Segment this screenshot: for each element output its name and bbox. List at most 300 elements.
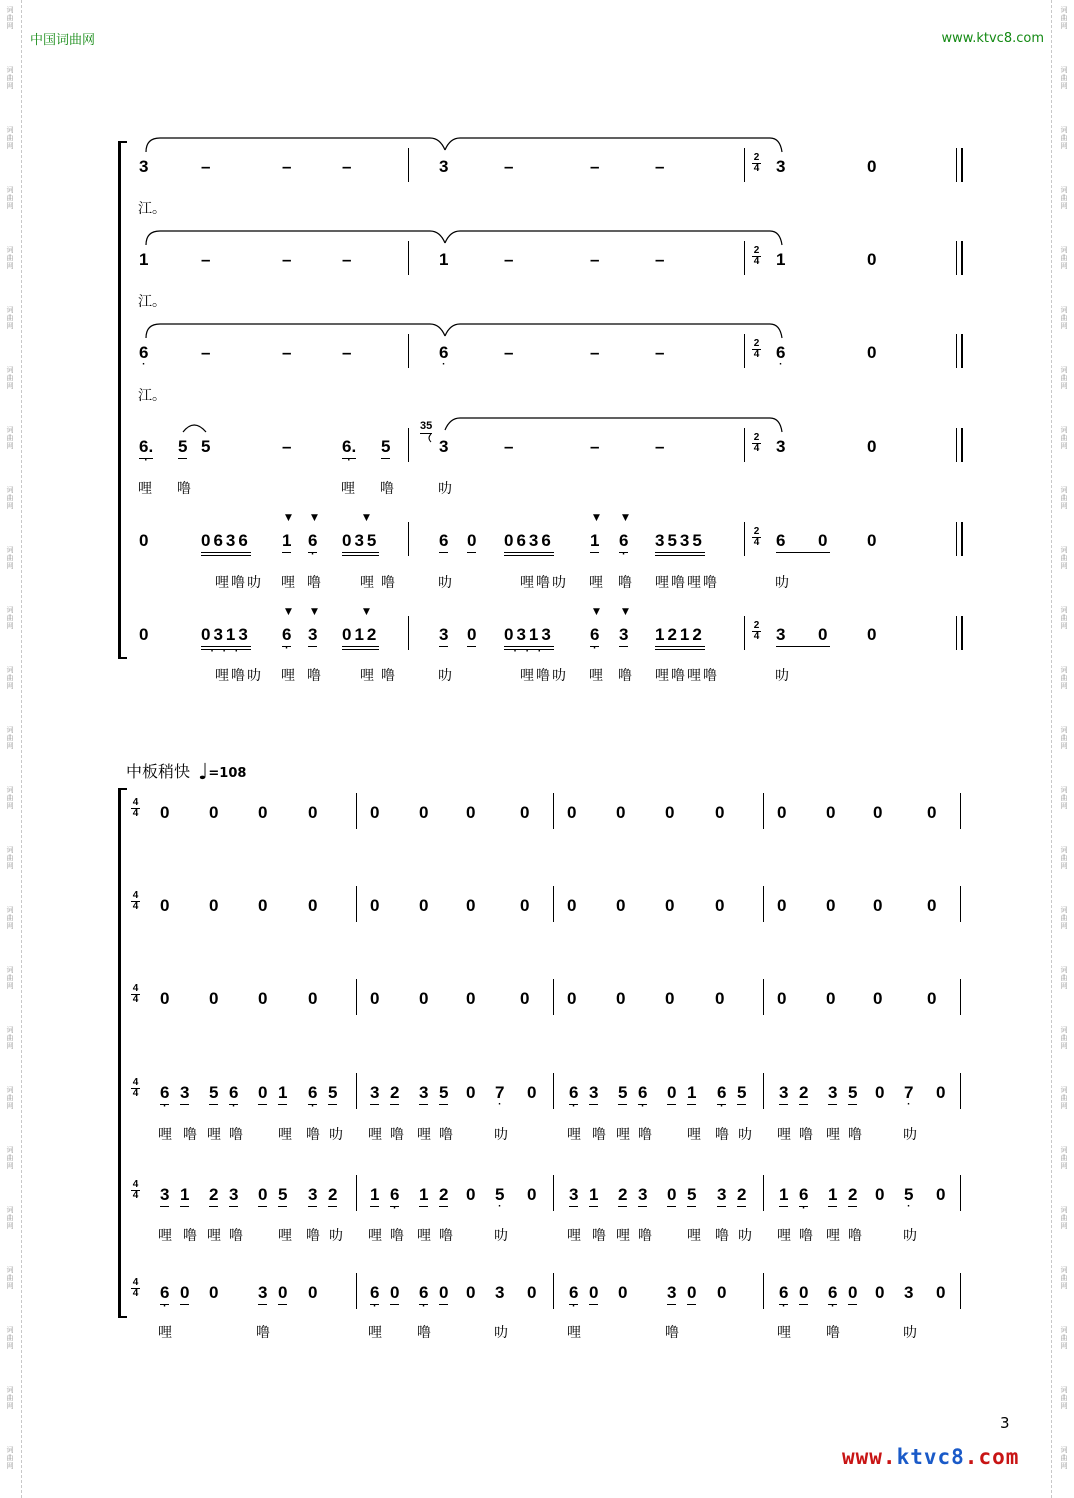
barline <box>408 616 409 650</box>
rest: 0 <box>715 989 725 1008</box>
note: 0 <box>527 1185 537 1204</box>
note: 0 <box>618 1283 628 1302</box>
note: 035 <box>342 531 379 556</box>
rest: 0 <box>209 989 219 1008</box>
rest: 0 <box>927 896 937 915</box>
note: 3 <box>439 625 448 647</box>
rest: 0 <box>466 989 476 1008</box>
watermark-text: 词 曲 网 <box>1060 186 1068 210</box>
note: 5 <box>618 1083 627 1105</box>
note: – <box>655 343 665 362</box>
rest: 0 <box>873 896 883 915</box>
final-barline <box>956 241 963 275</box>
lyric: 噜 <box>439 1228 453 1244</box>
rest: 0 <box>160 896 170 915</box>
note: 6 · <box>799 1185 809 1214</box>
lyric-group: 哩噜叻 <box>215 668 263 684</box>
note: 5 <box>278 1185 287 1207</box>
lyric: 噜 <box>390 1228 404 1244</box>
site-logo[interactable]: www.ktvc8.com <box>842 1445 1020 1469</box>
lyric: 噜 <box>381 575 395 591</box>
note: – <box>201 250 211 269</box>
note: 0 <box>799 1283 808 1305</box>
lyric-group: 哩噜叻 <box>215 575 263 591</box>
rest: 0 <box>160 989 170 1008</box>
accent-mark: ▼ <box>593 607 600 617</box>
note: 6 · <box>419 1283 429 1312</box>
note: 3 <box>779 1083 788 1105</box>
lyric: 哩 <box>417 1228 431 1244</box>
note: 2 <box>848 1185 857 1207</box>
note: 1 <box>278 1083 287 1105</box>
lyric: 噜 <box>799 1228 813 1244</box>
note: 0 <box>589 1283 598 1305</box>
watermark-text: 词 曲 网 <box>6 1266 14 1290</box>
time-signature: 2 4 <box>753 338 760 360</box>
note: – <box>201 157 211 176</box>
watermark-text: 词 曲 网 <box>1060 1206 1068 1230</box>
lyric: 叻 <box>494 1127 508 1143</box>
note: 3 <box>439 437 449 456</box>
lyric: 哩 <box>360 668 374 684</box>
accent-mark: ▼ <box>363 607 370 617</box>
rest: 0 <box>209 896 219 915</box>
rest: 0 <box>160 803 170 822</box>
site-name[interactable]: 中国词曲网 <box>30 33 96 48</box>
lyric: 噜 <box>229 1127 243 1143</box>
barline <box>408 241 409 275</box>
note: 7 · <box>495 1083 505 1110</box>
rest: 0 <box>715 803 725 822</box>
rest: 0 <box>826 803 836 822</box>
watermark-text: 词 曲 网 <box>1060 66 1068 90</box>
watermark-text: 词 曲 网 <box>1060 1086 1068 1110</box>
note: 3535 <box>655 531 705 556</box>
note: 3 <box>308 1185 317 1207</box>
watermark-text: 词 曲 网 <box>1060 1386 1068 1410</box>
barline <box>408 522 409 556</box>
lyric: 噜 <box>592 1127 606 1143</box>
rest: 0 <box>520 896 530 915</box>
lyric: 哩 <box>777 1228 791 1244</box>
note: 3 <box>776 157 786 176</box>
note: 1 <box>180 1185 189 1207</box>
site-url[interactable]: www.ktvc8.com <box>941 31 1044 46</box>
note: – <box>655 157 665 176</box>
rest: 0 <box>520 803 530 822</box>
note: 3 <box>776 437 786 456</box>
note: 0 <box>667 1083 676 1105</box>
note: 0 <box>258 1083 267 1105</box>
time-signature: 4 4 <box>132 1277 139 1299</box>
note: 5 <box>201 437 211 456</box>
lyric: 哩 <box>567 1228 581 1244</box>
time-signature: 4 4 <box>132 797 139 819</box>
barline <box>960 1073 961 1109</box>
rest: 0 <box>567 989 577 1008</box>
lyric-group: 哩噜哩噜 <box>655 575 719 591</box>
note: 5 <box>381 437 390 459</box>
watermark-text: 词 曲 网 <box>6 486 14 510</box>
barline <box>763 979 764 1015</box>
lyric: 哩 <box>368 1228 382 1244</box>
note: 0 <box>527 1283 537 1302</box>
lyric: 叻 <box>494 1228 508 1244</box>
lyric: 噜 <box>380 481 394 497</box>
lyric: 江。 <box>138 388 166 404</box>
note: 1 <box>139 250 149 269</box>
note: 0636 <box>201 531 251 556</box>
note: 5 <box>328 1083 337 1105</box>
lyric: 噜 <box>715 1228 729 1244</box>
note: 5 <box>848 1083 857 1105</box>
note: 0 <box>936 1185 946 1204</box>
rest: 0 <box>777 896 787 915</box>
note: 0 <box>867 343 877 362</box>
rest: 0 <box>466 803 476 822</box>
time-signature: 4 4 <box>132 1077 139 1099</box>
lyric: 哩 <box>777 1325 791 1341</box>
note: 2 <box>328 1185 337 1207</box>
barline <box>960 886 961 922</box>
watermark-text: 词 曲 网 <box>6 1206 14 1230</box>
lyric: 哩 <box>417 1127 431 1143</box>
note: 0 <box>390 1283 399 1305</box>
lyric: 哩 <box>368 1325 382 1341</box>
note: – <box>590 250 600 269</box>
note: 0 <box>867 157 877 176</box>
note: 2 <box>439 1185 448 1207</box>
lyric: 哩 <box>281 575 295 591</box>
note: 0 <box>687 1283 696 1305</box>
rest: 0 <box>777 803 787 822</box>
final-barline <box>956 148 963 182</box>
lyric: 哩 <box>360 575 374 591</box>
rest: 0 <box>665 803 675 822</box>
lyric: 噜 <box>439 1127 453 1143</box>
rest: 0 <box>258 989 268 1008</box>
barline <box>763 1073 764 1109</box>
watermark-text: 词 曲 网 <box>6 186 14 210</box>
lyric: 哩 <box>158 1127 172 1143</box>
grace-note: 35 <box>420 420 433 432</box>
note: 0636 <box>504 531 554 556</box>
barline <box>960 1175 961 1211</box>
note: 3 <box>828 1083 837 1105</box>
lyric: 噜 <box>229 1228 243 1244</box>
watermark-text: 词 曲 网 <box>1060 1146 1068 1170</box>
lyric: 叻 <box>438 575 452 591</box>
watermark-text: 词 曲 网 <box>1060 1446 1068 1470</box>
note: 0 <box>209 1283 219 1302</box>
note: 6 · <box>229 1083 239 1112</box>
lyric: 叻 <box>903 1127 917 1143</box>
note: 5 <box>687 1185 696 1207</box>
note: 0 <box>875 1283 885 1302</box>
barline <box>356 979 357 1015</box>
note: 0 <box>867 250 877 269</box>
watermark-text: 词 曲 网 <box>1060 246 1068 270</box>
note: 6 · <box>638 1083 648 1112</box>
rest: 0 <box>258 896 268 915</box>
rest: 0 <box>927 803 937 822</box>
note: 0 <box>467 625 476 647</box>
note: – <box>655 437 665 456</box>
barline <box>960 1273 961 1309</box>
rest: 0 <box>209 803 219 822</box>
lyric: 噜 <box>307 668 321 684</box>
note: 0 <box>818 531 828 550</box>
barline <box>408 334 409 368</box>
note: 6. · <box>342 437 357 466</box>
watermark-text: 词 曲 网 <box>6 1386 14 1410</box>
note: 5 <box>737 1083 746 1105</box>
note: 3 <box>638 1185 647 1207</box>
note: 5 · <box>495 1185 505 1212</box>
rest: 0 <box>873 803 883 822</box>
accent-mark: ▼ <box>285 607 292 617</box>
barline <box>763 1273 764 1309</box>
watermark-text: 词 曲 网 <box>6 726 14 750</box>
barline <box>356 1273 357 1309</box>
rest: 0 <box>370 896 380 915</box>
note: 1 <box>419 1185 428 1207</box>
watermark-text: 词 曲 网 <box>1060 6 1068 30</box>
rest: 0 <box>419 803 429 822</box>
watermark-text: 词 曲 网 <box>1060 786 1068 810</box>
lyric: 哩 <box>368 1127 382 1143</box>
lyric: 哩 <box>777 1127 791 1143</box>
accent-mark: ▼ <box>311 513 318 523</box>
barline <box>744 148 745 182</box>
lyric: 叻 <box>903 1325 917 1341</box>
lyric: 叻 <box>903 1228 917 1244</box>
note: 5 <box>439 1083 448 1105</box>
note: 6 · <box>282 625 292 654</box>
note: 0 <box>139 625 149 644</box>
barline <box>763 886 764 922</box>
lyric: 哩 <box>278 1228 292 1244</box>
lyric: 噜 <box>183 1127 197 1143</box>
note: 3 <box>619 625 628 647</box>
lyric: 噜 <box>381 668 395 684</box>
time-signature: 4 4 <box>132 890 139 912</box>
rest: 0 <box>665 989 675 1008</box>
accent-mark: ▼ <box>363 513 370 523</box>
note: 0 <box>717 1283 727 1302</box>
barline <box>744 616 745 650</box>
watermark-text: 词 曲 网 <box>6 1026 14 1050</box>
rest: 0 <box>419 896 429 915</box>
lyric: 哩 <box>567 1127 581 1143</box>
note: 2 <box>209 1185 218 1207</box>
note: 1212 <box>655 625 705 650</box>
note: 0 <box>467 531 476 553</box>
watermark-text: 词 曲 网 <box>6 1086 14 1110</box>
note: 6 · <box>390 1185 400 1214</box>
accent-mark: ▼ <box>622 513 629 523</box>
lyric: 噜 <box>183 1228 197 1244</box>
note: 0 <box>466 1083 476 1102</box>
note: 6 · <box>569 1283 579 1312</box>
barline <box>960 793 961 829</box>
note: 5 <box>209 1083 218 1105</box>
barline <box>744 241 745 275</box>
note: 6 · <box>590 625 600 654</box>
note: 3 <box>370 1083 379 1105</box>
note: 6 <box>439 531 448 553</box>
note: 0 <box>936 1083 946 1102</box>
note: 3 <box>308 625 317 647</box>
note: – <box>504 343 514 362</box>
rest: 0 <box>370 803 380 822</box>
watermark-text: 词 曲 网 <box>1060 1266 1068 1290</box>
lyric: 叻 <box>775 575 789 591</box>
rest: 0 <box>616 803 626 822</box>
note: – <box>282 437 292 456</box>
lyric: 哩 <box>207 1228 221 1244</box>
accent-mark: ▼ <box>593 513 600 523</box>
rest: 0 <box>308 803 318 822</box>
note: – <box>282 343 292 362</box>
watermark-text: 词 曲 网 <box>6 846 14 870</box>
barline <box>553 979 554 1015</box>
lyric: 噜 <box>307 575 321 591</box>
rest: 0 <box>567 803 577 822</box>
tempo-marking: 中板稍快 ♩=108 <box>126 760 247 785</box>
note: 1 <box>589 1185 598 1207</box>
lyric: 噜 <box>665 1325 679 1341</box>
note: 3 <box>439 157 449 176</box>
rest: 0 <box>873 989 883 1008</box>
note: 6 · <box>569 1083 579 1112</box>
barline <box>553 793 554 829</box>
barline <box>553 1175 554 1211</box>
note: 6 · <box>776 343 786 370</box>
barline <box>744 522 745 556</box>
watermark-text: 词 曲 网 <box>6 1146 14 1170</box>
barline <box>553 886 554 922</box>
lyric: 叻 <box>775 668 789 684</box>
rest: 0 <box>466 896 476 915</box>
note: 3 <box>495 1283 505 1302</box>
lyric: 江。 <box>138 294 166 310</box>
time-signature: 4 4 <box>132 1179 139 1201</box>
lyric: 哩 <box>158 1228 172 1244</box>
barline <box>356 793 357 829</box>
lyric: 哩 <box>567 1325 581 1341</box>
note: 0 <box>867 625 877 644</box>
lyric: 叻 <box>438 481 452 497</box>
lyric: 噜 <box>306 1228 320 1244</box>
final-barline <box>956 334 963 368</box>
lyric: 哩 <box>826 1127 840 1143</box>
note: 0 <box>139 531 149 550</box>
note: 0 <box>180 1283 189 1305</box>
note: 0313 · · · <box>504 625 554 657</box>
note: 3 <box>229 1185 238 1207</box>
barline <box>408 428 409 462</box>
time-signature: 2 4 <box>753 526 760 548</box>
lyric: 哩 <box>589 575 603 591</box>
note: 2 <box>737 1185 746 1207</box>
note: – <box>201 343 211 362</box>
note: – <box>282 250 292 269</box>
barline <box>408 148 409 182</box>
rest: 0 <box>715 896 725 915</box>
lyric: 哩 <box>207 1127 221 1143</box>
time-signature: 2 4 <box>753 432 760 454</box>
note: – <box>342 157 352 176</box>
rest: 0 <box>616 989 626 1008</box>
lyric: 噜 <box>417 1325 431 1341</box>
lyric: 哩 <box>278 1127 292 1143</box>
note: 6 <box>776 531 830 553</box>
watermark-text: 词 曲 网 <box>6 546 14 570</box>
lyric-group: 哩噜哩噜 <box>655 668 719 684</box>
note: – <box>590 343 600 362</box>
barline <box>763 1175 764 1211</box>
note: 6 · <box>439 343 449 370</box>
watermark-text: 词 曲 网 <box>1060 726 1068 750</box>
watermark-text: 词 曲 网 <box>1060 306 1068 330</box>
note: – <box>504 157 514 176</box>
lyric: 叻 <box>329 1127 343 1143</box>
lyric: 哩 <box>138 481 152 497</box>
page-number: 3 <box>1000 1414 1010 1432</box>
watermark-text: 词 曲 网 <box>6 606 14 630</box>
note: 3 <box>180 1083 189 1105</box>
note: 1 <box>439 250 449 269</box>
lyric: 哩 <box>341 481 355 497</box>
note: 3 <box>160 1185 169 1207</box>
barline <box>960 979 961 1015</box>
note: – <box>342 343 352 362</box>
rest: 0 <box>308 989 318 1008</box>
note: 3 <box>589 1083 598 1105</box>
watermark-text: 词 曲 网 <box>1060 546 1068 570</box>
watermark-text: 词 曲 网 <box>6 306 14 330</box>
rest: 0 <box>258 803 268 822</box>
note: 3 <box>904 1283 914 1302</box>
watermark-text: 词 曲 网 <box>6 1326 14 1350</box>
note: 0 <box>848 1283 857 1305</box>
watermark-text: 词 曲 网 <box>6 66 14 90</box>
lyric: 哩 <box>616 1228 630 1244</box>
note: 0 <box>527 1083 537 1102</box>
barline <box>356 886 357 922</box>
note: – <box>282 157 292 176</box>
lyric: 噜 <box>848 1127 862 1143</box>
barline <box>763 793 764 829</box>
watermark-text: 词 曲 网 <box>1060 366 1068 390</box>
time-signature: 2 4 <box>753 152 760 174</box>
time-signature: 2 4 <box>753 245 760 267</box>
lyric: 叻 <box>738 1228 752 1244</box>
lyric: 噜 <box>638 1228 652 1244</box>
rest: 0 <box>927 989 937 1008</box>
lyric: 噜 <box>177 481 191 497</box>
lyric: 哩 <box>826 1228 840 1244</box>
lyric: 噜 <box>848 1228 862 1244</box>
barline <box>744 334 745 368</box>
note: 0 <box>466 1185 476 1204</box>
note: 6 · <box>308 531 318 560</box>
final-barline <box>956 428 963 462</box>
lyric: 噜 <box>638 1127 652 1143</box>
watermark-text: 词 曲 网 <box>1060 426 1068 450</box>
note: 0 <box>875 1185 885 1204</box>
